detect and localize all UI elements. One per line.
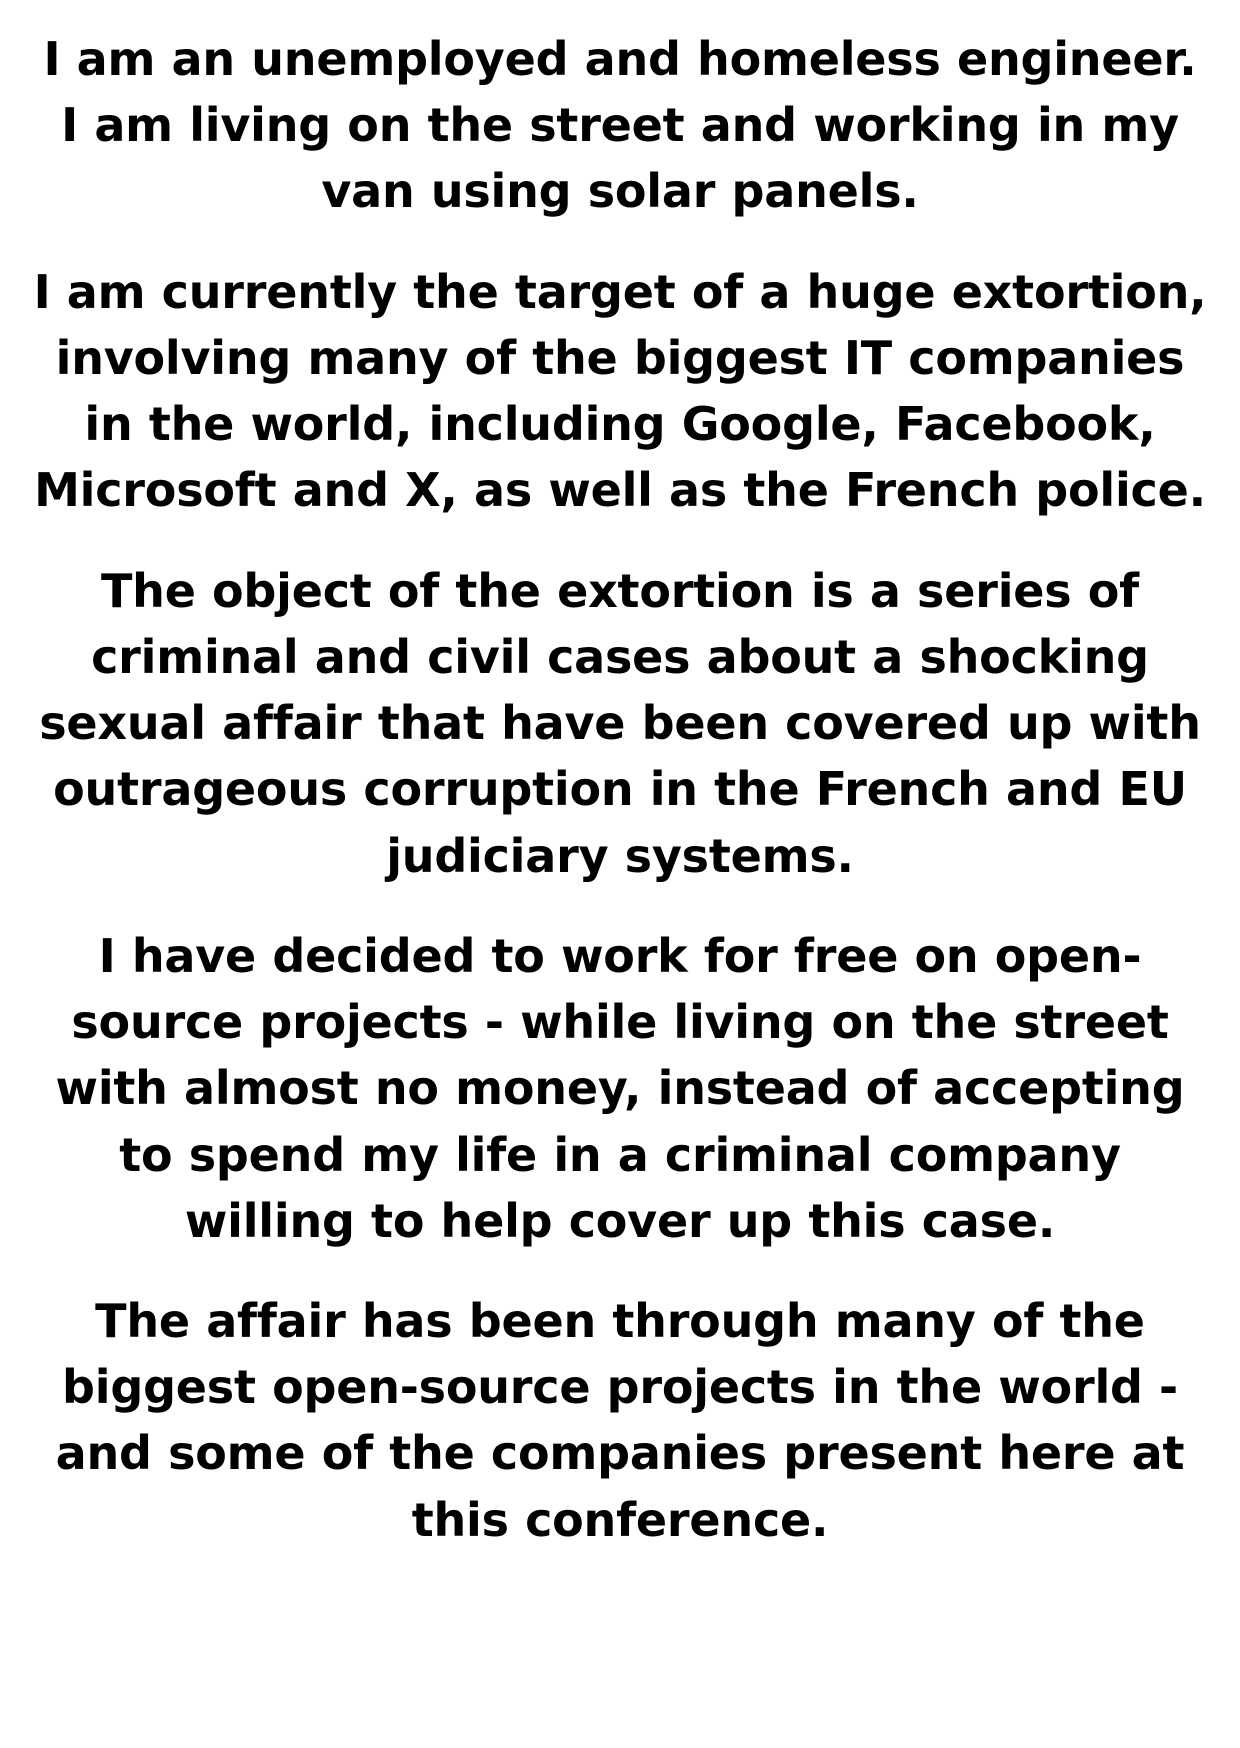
paragraph-5: The affair has been through many of the biggest open-source projects in the world - and some of the companies present here at this conference.: [55, 1293, 1185, 1547]
paragraph-3: The object of the extortion is a series of criminal and civil cases about a shocking sexual affair that have been covered up with outrageous corruption in the French and EU judiciary systems.: [39, 563, 1201, 883]
paragraph-2: I am currently the target of a huge extortion, involving many of the biggest IT companies in the world, including Google, Facebook, Microsoft and X, as well as the French police.: [33, 264, 1207, 518]
paragraph-1: I am an unemployed and homeless engineer. I am living on the street and working in my van using solar panels.: [43, 32, 1197, 219]
paragraph-4: I have decided to work for free on open-source projects - while living on the street with almost no money, instead of accepting to spend my life in a criminal company willing to help cover up this case.: [55, 928, 1185, 1248]
